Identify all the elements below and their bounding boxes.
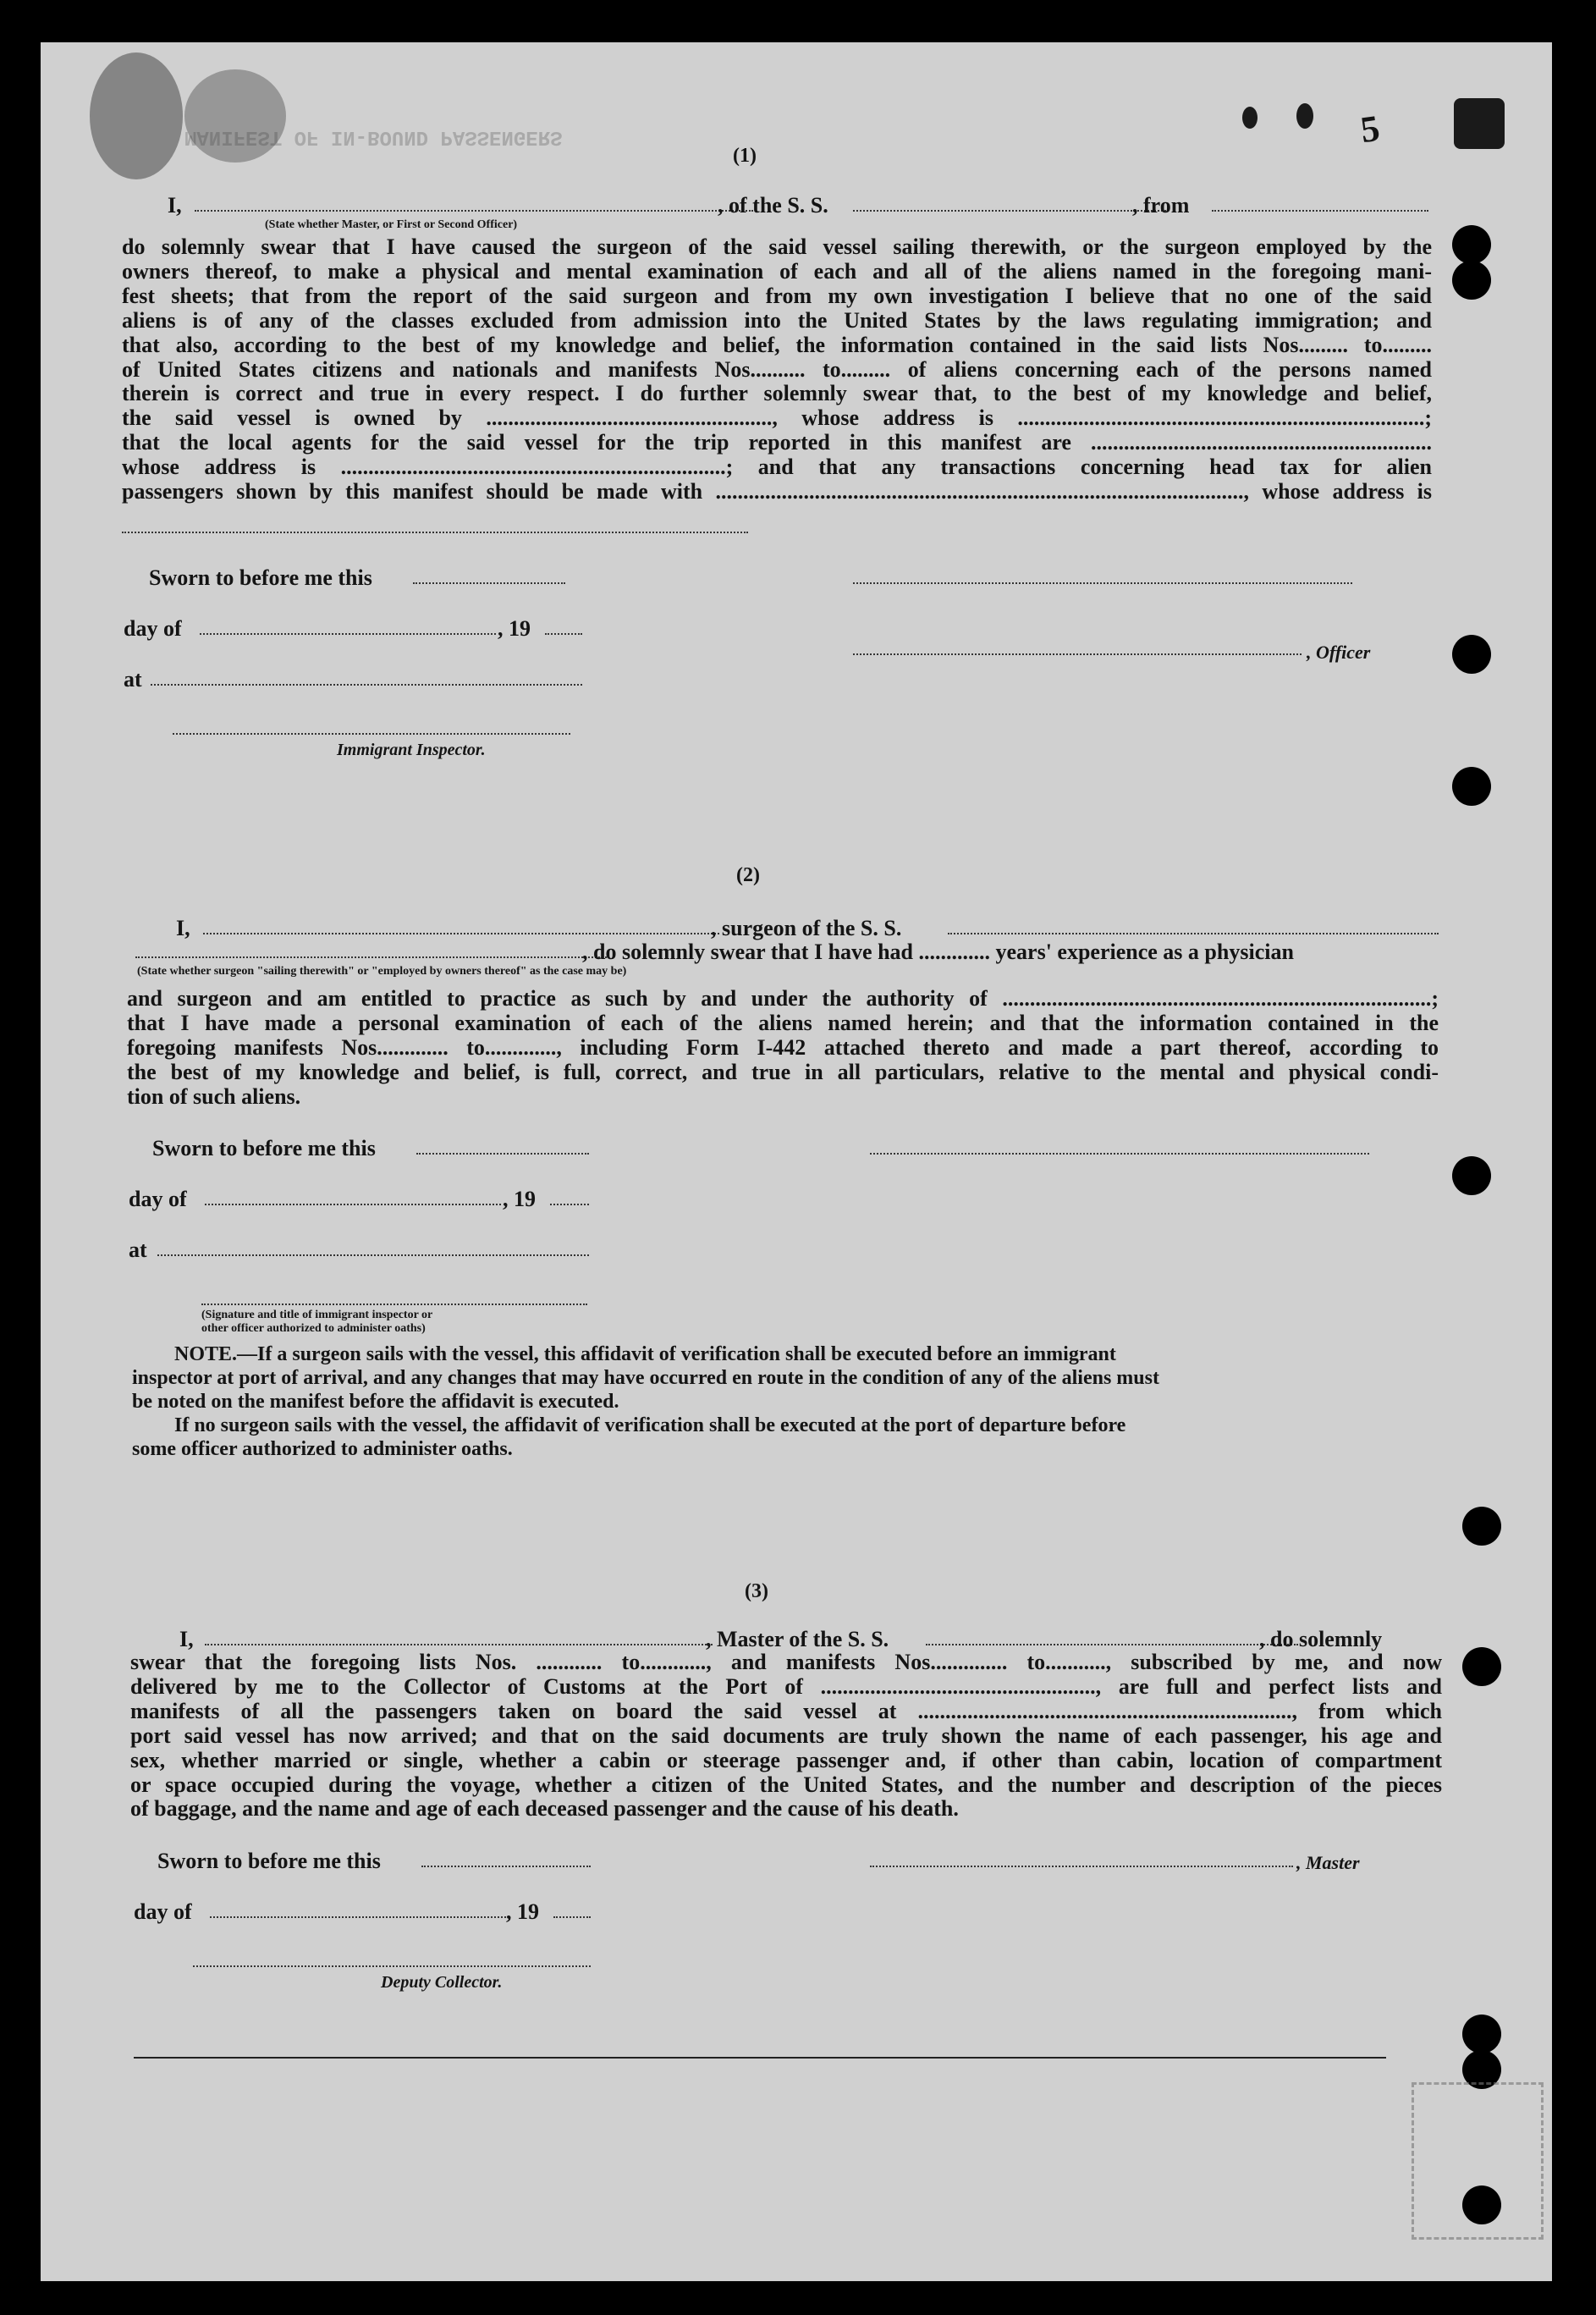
day-of-label-2: day of (129, 1187, 187, 1211)
note-line: NOTE.—If a surgeon sails with the vessel, this affidavit of verification shall be executed before an immigrant (174, 1343, 1116, 1365)
oath-line: do solemnly swear that I have caused the surgeon of the said vessel sailing therewith, or the surgeon employed by the (122, 234, 1432, 259)
day-of-field-2[interactable] (205, 1204, 501, 1205)
at-field-2[interactable] (157, 1254, 589, 1256)
signature-note-line1: (Signature and title of immigrant inspector or (201, 1309, 433, 1321)
section3-i: I, (179, 1627, 194, 1651)
oath-line: that also, according to the best of my knowledge and belief, the information contained in the said lists Nos......... to......... (122, 332, 1432, 357)
year-field-1[interactable] (545, 633, 582, 635)
oath-line: that the local agents for the said vessel for the trip reported in this manifest are .............................................................. (122, 430, 1432, 455)
year-label-1: , 19 (498, 616, 531, 641)
ink-blot-stamp (184, 69, 286, 163)
oath-line: port said vessel has now arrived; and that on the said documents are truly shown the name of each passenger, his age and (130, 1722, 1442, 1748)
punch-hole (1452, 635, 1491, 674)
bottom-rule (134, 2057, 1386, 2059)
master-label: , Master (1296, 1852, 1360, 1873)
section3-heading: (3) (745, 1580, 768, 1602)
at-label-2: at (129, 1237, 147, 1262)
note-line: inspector at port of arrival, and any changes that may have occurred en route in the condition of any of the aliens must (132, 1367, 1159, 1389)
punch-hole (1462, 1647, 1501, 1686)
ink-mark (1296, 103, 1313, 129)
ink-blot-top-right (1454, 98, 1505, 149)
day-of-field-1[interactable] (200, 633, 496, 635)
faded-stamp (1412, 2082, 1544, 2240)
year-label-2: , 19 (503, 1187, 536, 1211)
surgeon-of-ss-label: , surgeon of the S. S. (711, 916, 902, 940)
oath-line: tion of such aliens. (127, 1083, 301, 1109)
sworn-label-3: Sworn to before me this (157, 1849, 381, 1873)
oath-line: sex, whether married or single, whether a cabin or steerage passenger and, if other than cabin, location of compartment (130, 1747, 1442, 1772)
oath-line: the said vessel is owned by ...................................................., whose address is ..........................................................................; (122, 405, 1432, 431)
sworn-label-2: Sworn to before me this (152, 1136, 376, 1160)
oath-line: of United States citizens and nationals and manifests Nos.......... to......... of aliens concerning each of the persons named (122, 356, 1432, 382)
punch-hole (1452, 1156, 1491, 1195)
surgeon-signature-field[interactable] (870, 1153, 1369, 1155)
oath-line: therein is correct and true in every respect. I do further solemnly swear that, to the best of my knowledge and belief, (122, 381, 1432, 406)
oath-line: whose address is ......................................................................; and that any transactions concerning head tax for alien (122, 455, 1432, 480)
year-field-3[interactable] (553, 1916, 591, 1918)
sworn-label-1: Sworn to before me this (149, 565, 372, 590)
surgeon-type-field[interactable] (135, 956, 609, 958)
oath-line: delivered by me to the Collector of Customs at the Port of .................................................., are full and perfect lists and (130, 1673, 1442, 1699)
surgeon-note (132, 1342, 1444, 1461)
at-label-1: at (124, 667, 142, 692)
day-of-field-3[interactable] (210, 1916, 506, 1918)
surgeon-name-field[interactable] (203, 933, 719, 934)
sworn-date-field-2[interactable] (416, 1153, 589, 1155)
years-experience-text: , do solemnly swear that I have had ............. years' experience as a physician (582, 940, 1294, 964)
oath-line: of baggage, and the name and age of each deceased passenger and the cause of his death. (130, 1796, 959, 1822)
from-port-field[interactable] (1212, 210, 1428, 212)
of-ss-label: , of the S. S. (718, 193, 828, 218)
section1-oath-text (122, 235, 1432, 504)
bleed-through-header: MANIFEST OF IN-BOUND PASSENGERS (184, 125, 563, 148)
day-of-label-3: day of (134, 1899, 192, 1924)
signature-note-line2: other officer authorized to administer oaths) (201, 1322, 426, 1335)
section3-oath-text (130, 1651, 1442, 1822)
officer-label: , Officer (1307, 642, 1371, 663)
manifest-page (41, 42, 1552, 2281)
deputy-collector-label: Deputy Collector. (381, 1973, 503, 1992)
master-signature-field[interactable] (870, 1866, 1293, 1867)
punch-hole (1452, 225, 1491, 264)
from-label: , from (1132, 193, 1190, 218)
oath-line: swear that the foregoing lists Nos. ............ to............, and manifests Nos.............. to..........., subscribed by me, and now (130, 1650, 1442, 1674)
oath-line: aliens is of any of the classes excluded from admission into the United States by the laws regulating immigration; and (122, 307, 1432, 333)
do-solemnly-label: , do solemnly (1259, 1627, 1383, 1651)
punch-hole (1452, 767, 1491, 806)
at-field-1[interactable] (151, 684, 582, 686)
punch-hole (1452, 261, 1491, 300)
oath-line: or space occupied during the voyage, whether a citizen of the United States, and the number and description of the pieces (130, 1772, 1442, 1797)
officer-signature-field[interactable] (853, 653, 1302, 655)
oath-line: foregoing manifests Nos............. to............., including Form I-442 attached thereto and made a part thereof, according to (127, 1034, 1439, 1060)
oath-line: passengers shown by this manifest should be made with ................................................................................................, whose address is (122, 479, 1432, 504)
officer-name-field[interactable] (195, 210, 753, 212)
oath-line: and surgeon and am entitled to practice as such by and under the authority of ..............................................................................; (127, 986, 1439, 1011)
master-name-field[interactable] (205, 1644, 713, 1645)
ink-mark (1242, 107, 1258, 129)
year-label-3: , 19 (506, 1899, 539, 1924)
note-line: some officer authorized to administer oaths. (132, 1438, 513, 1460)
note-line: be noted on the manifest before the affidavit is executed. (132, 1391, 619, 1413)
ink-blot-left (90, 52, 183, 179)
vessel-name-field[interactable] (853, 210, 1166, 212)
section1-heading: (1) (733, 145, 757, 167)
oath-line: manifests of all the passengers taken on board the said vessel at ...................................................................., from which (130, 1698, 1442, 1723)
surgeon-vessel-field[interactable] (948, 933, 1439, 934)
inspector-signature-field[interactable] (173, 733, 570, 735)
section2-heading: (2) (736, 864, 760, 886)
oath-line: owners thereof, to make a physical and mental examination of each and all of the aliens named in the foregoing mani- (122, 258, 1432, 284)
punch-hole (1462, 2015, 1501, 2053)
oath-line: that I have made a personal examination of each of the aliens named herein; and that the information contained in the (127, 1010, 1439, 1035)
year-field-2[interactable] (550, 1204, 589, 1205)
sworn-date-field-3[interactable] (421, 1866, 591, 1867)
section1-i: I, (168, 193, 182, 218)
collector-signature-field[interactable] (193, 1965, 591, 1967)
inspector-signature-field-2[interactable] (201, 1304, 587, 1305)
officer-signature-line-1[interactable] (853, 582, 1352, 584)
immigrant-inspector-label: Immigrant Inspector. (337, 741, 486, 759)
note-line: If no surgeon sails with the vessel, the affidavit of verification shall be executed at the port of departure before (174, 1414, 1126, 1436)
surgeon-type-note: (State whether surgeon "sailing therewith" or "employed by owners thereof" as the case may be) (137, 965, 627, 978)
oath-line: the best of my knowledge and belief, is full, correct, and true in all particulars, relative to the mental and physical condi- (127, 1059, 1439, 1084)
punch-hole (1462, 1507, 1501, 1546)
sworn-date-field-1[interactable] (413, 582, 565, 584)
oath-line: fest sheets; that from the report of the said surgeon and from my own investigation I believe that no one of the said (122, 283, 1432, 308)
day-of-label-1: day of (124, 616, 182, 641)
address-continuation-field[interactable] (122, 532, 748, 533)
page-number-mark: 5 (1357, 107, 1383, 152)
master-of-ss-label: , Master of the S. S. (706, 1627, 889, 1651)
section2-i: I, (176, 916, 190, 940)
master-vessel-field[interactable] (926, 1644, 1298, 1645)
officer-title-note: (State whether Master, or First or Second Officer) (265, 218, 518, 231)
section2-oath-text (127, 987, 1439, 1110)
